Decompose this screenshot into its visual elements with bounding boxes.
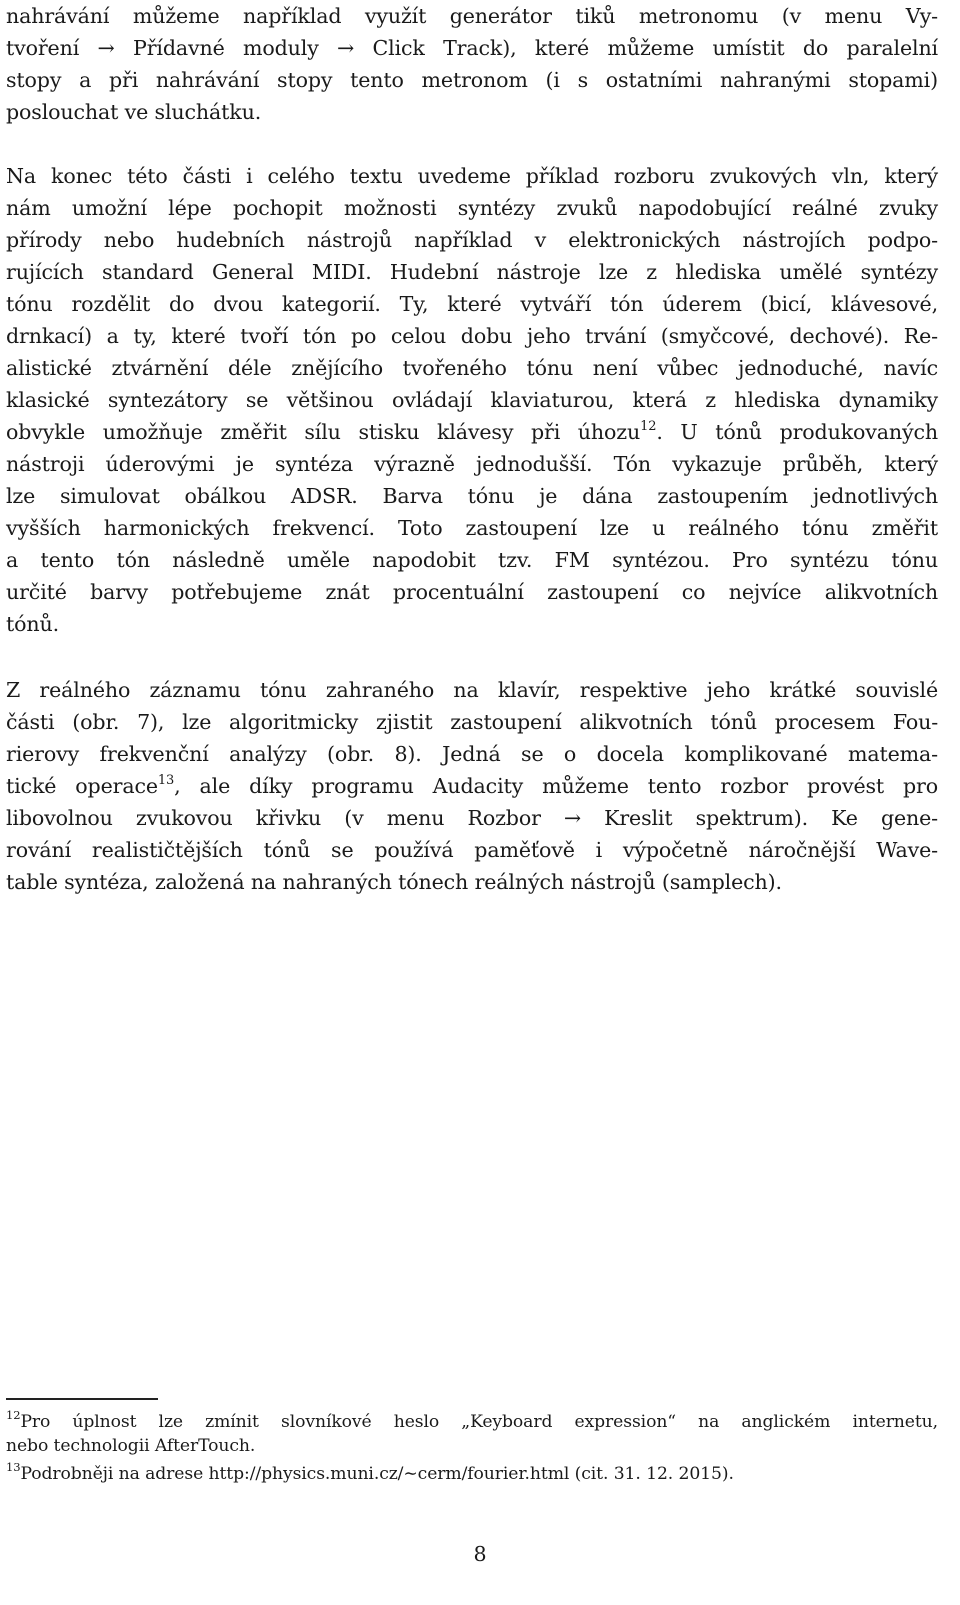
footnote-mark: 12	[6, 1408, 21, 1423]
page-number: 8	[473, 1542, 487, 1566]
text-line: tónů.	[6, 612, 59, 636]
text-line: libovolnou zvukovou křivku (v menu Rozbor → Kreslit spektrum). Ke gene-	[6, 806, 938, 830]
footnote-ref-13: 13	[157, 773, 175, 789]
text-line: table syntéza, založená na nahraných tónech reálných nástrojů (samplech).	[6, 870, 782, 894]
footnote-divider	[6, 1398, 158, 1400]
footnote-13	[6, 1462, 938, 1486]
text-line: nám umožní lépe pochopit možnosti syntézy zvuků napodobující reálné zvuky	[6, 196, 938, 220]
text-line: tvoření → Přídavné moduly → Click Track), které můžeme umístit do paralelní	[6, 36, 938, 60]
text-line-with-footnote-ref	[6, 770, 938, 802]
text-line: přírody nebo hudebních nástrojů například v elektronických nástrojích podpo-	[6, 228, 938, 252]
footnote-mark: 13	[6, 1460, 21, 1475]
text-segment: obvykle umožňuje změřit sílu stisku klávesy při úhozu	[6, 420, 641, 444]
text-segment: tické operace	[6, 774, 158, 798]
text-line: stopy a při nahrávání stopy tento metronom (i s ostatními nahranými stopami)	[6, 68, 938, 92]
text-line: poslouchat ve sluchátku.	[6, 100, 262, 124]
footnote-text: Podrobněji na adrese http://physics.muni.cz/∼cerm/fourier.html (cit. 31. 12. 2015).	[20, 1464, 734, 1484]
text-line-with-footnote-ref	[6, 416, 938, 448]
text-line: alistické ztvárnění déle znějícího tvořeného tónu není vůbec jednoduché, navíc	[6, 356, 938, 380]
text-line: nástroji úderovými je syntéza výrazně jednodušší. Tón vykazuje průběh, který	[6, 452, 938, 476]
text-segment: . U tónů produkovaných	[656, 420, 938, 444]
text-line: nahrávání můžeme například využít generátor tiků metronomu (v menu Vy-	[6, 4, 938, 28]
text-line: tónu rozdělit do dvou kategorií. Ty, které vytváří tón úderem (bicí, klávesové,	[6, 292, 938, 316]
footnote-12	[6, 1410, 938, 1434]
text-line: Z reálného záznamu tónu zahraného na klavír, respektive jeho krátké souvislé	[6, 678, 938, 702]
text-line: lze simulovat obálkou ADSR. Barva tónu je dána zastoupením jednotlivých	[6, 484, 938, 508]
text-segment: , ale díky programu Audacity můžeme tento rozbor provést pro	[174, 774, 938, 798]
text-line: a tento tón následně uměle napodobit tzv. FM syntézou. Pro syntézu tónu	[6, 548, 938, 572]
text-line: Na konec této části i celého textu uvedeme příklad rozboru zvukových vln, který	[6, 164, 938, 188]
footnote-text: Pro úplnost lze zmínit slovníkové heslo „Keyboard expression“ na anglickém internetu,	[20, 1412, 938, 1432]
text-line: vyšších harmonických frekvencí. Toto zastoupení lze u reálného tónu změřit	[6, 516, 938, 540]
footnote-ref-12: 12	[640, 419, 657, 435]
text-line: rujících standard General MIDI. Hudební nástroje lze z hlediska umělé syntézy	[6, 260, 938, 284]
text-line: určité barvy potřebujeme znát procentuální zastoupení co nejvíce alikvotních	[6, 580, 938, 604]
text-line: rierovy frekvenční analýzy (obr. 8). Jedná se o docela komplikované matema-	[6, 742, 938, 766]
text-line: části (obr. 7), lze algoritmicky zjistit zastoupení alikvotních tónů procesem Fou-	[6, 710, 938, 734]
text-line: rování realističtějších tónů se používá paměťově i výpočetně náročnější Wave-	[6, 838, 938, 862]
footnote-12-continuation: nebo technologii AfterTouch.	[6, 1436, 256, 1456]
text-line: drnkací) a ty, které tvoří tón po celou dobu jeho trvání (smyčcové, dechové). Re-	[6, 324, 938, 348]
text-line: klasické syntezátory se většinou ovládají klaviaturou, která z hlediska dynamiky	[6, 388, 938, 412]
